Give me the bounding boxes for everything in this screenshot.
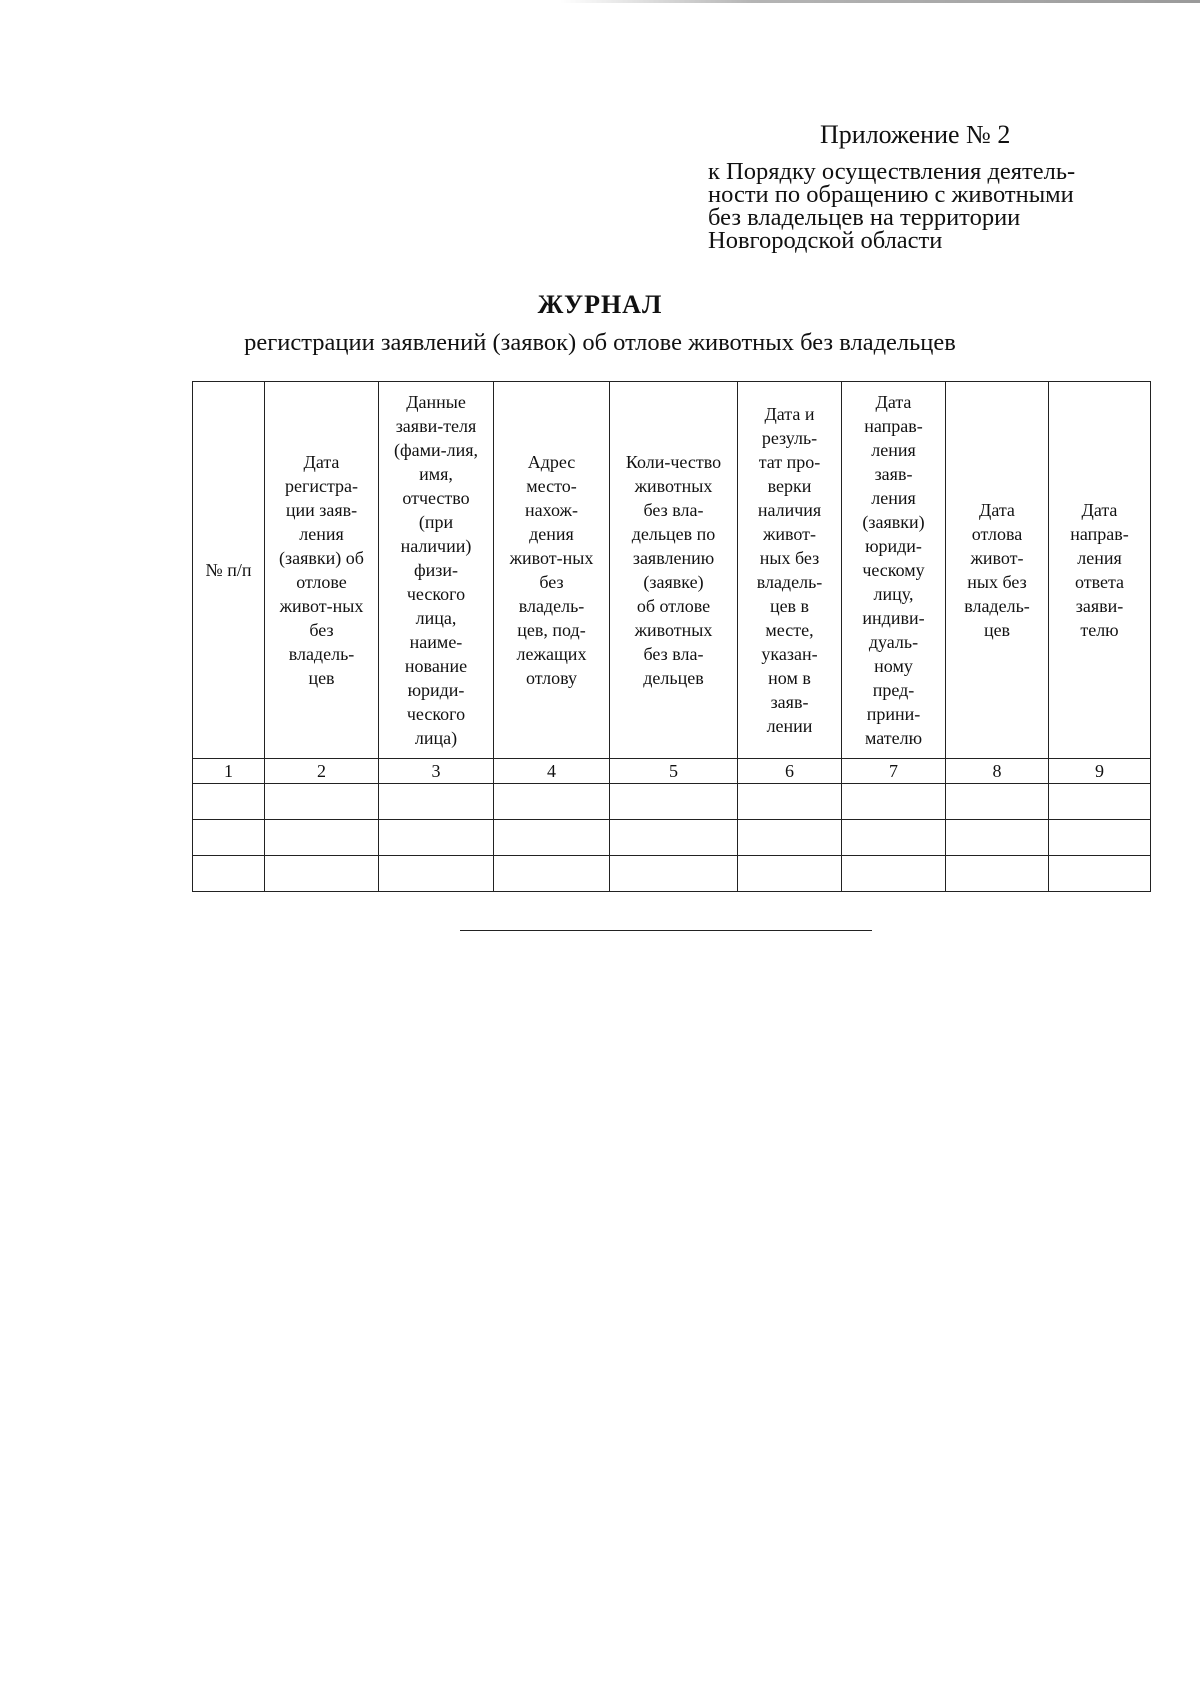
table-cell (610, 820, 738, 856)
table-cell (1049, 856, 1151, 892)
order-reference-line: Новгородской области (708, 227, 943, 254)
table-cell (738, 856, 842, 892)
table-cell (193, 820, 265, 856)
table-cell (738, 784, 842, 820)
document-subtitle: регистрации заявлений (заявок) об отлове животных без владельцев (244, 329, 956, 356)
table-cell (946, 856, 1049, 892)
table-cell (1049, 820, 1151, 856)
column-number: 4 (494, 759, 610, 784)
journal-table (192, 381, 1151, 892)
table-cell (738, 820, 842, 856)
column-number: 3 (379, 759, 494, 784)
table-cell (379, 856, 494, 892)
column-number: 2 (265, 759, 379, 784)
column-number: 7 (842, 759, 946, 784)
column-header: Коли-чество животных без вла- дельцев по заявлению (заявке) об отлове животных без вла- дельцев (610, 382, 738, 759)
table-row (193, 856, 1151, 892)
column-header: Дата регистра- ции заяв- ления (заявки) об отлове живот-ных без владель- цев (265, 382, 379, 759)
column-number: 6 (738, 759, 842, 784)
order-reference-line: без владельцев на территории (708, 204, 1021, 231)
table-cell (610, 856, 738, 892)
column-number: 8 (946, 759, 1049, 784)
table-cell (494, 820, 610, 856)
table-cell (842, 820, 946, 856)
order-reference-line: к Порядку осуществления деятель- (708, 158, 1076, 185)
table-cell (946, 820, 1049, 856)
table-cell (193, 856, 265, 892)
order-reference-line: ности по обращению с животными (708, 181, 1074, 208)
table-cell (946, 784, 1049, 820)
order-reference (708, 160, 1158, 252)
table-cell (379, 784, 494, 820)
end-divider (460, 930, 872, 931)
table-cell (379, 820, 494, 856)
column-number: 1 (193, 759, 265, 784)
column-number: 5 (610, 759, 738, 784)
column-header: № п/п (193, 382, 265, 759)
table-cell (494, 856, 610, 892)
column-header: Дата отлова живот- ных без владель- цев (946, 382, 1049, 759)
table-row (193, 820, 1151, 856)
column-header: Дата направ- ления ответа заяви- телю (1049, 382, 1151, 759)
table-cell (265, 820, 379, 856)
column-header: Дата и резуль- тат про- верки наличия живот- ных без владель- цев в месте, указан- ном в заяв- лении (738, 382, 842, 759)
document-title: ЖУРНАЛ (537, 290, 663, 319)
table-cell (842, 784, 946, 820)
appendix-label: Приложение № 2 (820, 120, 1011, 149)
table-header-row (193, 382, 1151, 759)
scan-edge-mark (560, 0, 1200, 3)
table-cell (193, 784, 265, 820)
table-cell (265, 784, 379, 820)
table-cell (610, 784, 738, 820)
column-header: Адрес место- нахож- дения живот-ных без владель- цев, под- лежащих отлову (494, 382, 610, 759)
table-cell (842, 856, 946, 892)
column-header: Данные заяви-теля (фами-лия, имя, отчество (при наличии) физи- ческого лица, наиме- нование юриди- ческого лица) (379, 382, 494, 759)
table-cell (494, 784, 610, 820)
column-header: Дата направ- ления заяв- ления (заявки) юриди- ческому лицу, индиви- дуаль- ному пред- прини- мателю (842, 382, 946, 759)
table-cell (265, 856, 379, 892)
table-row (193, 784, 1151, 820)
column-number: 9 (1049, 759, 1151, 784)
column-number-row (193, 759, 1151, 784)
table-cell (1049, 784, 1151, 820)
